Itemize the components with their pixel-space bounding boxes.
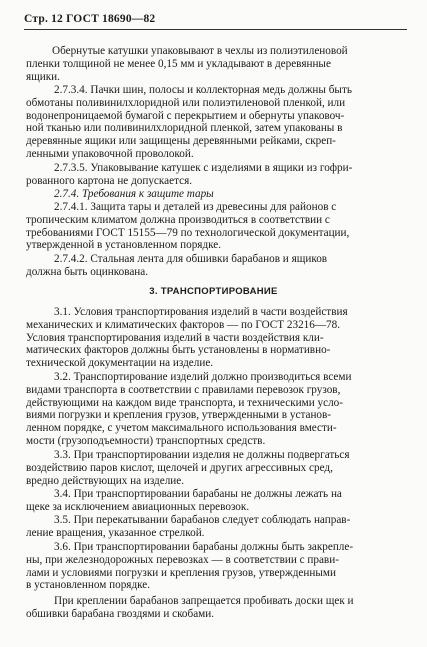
paragraph-2-7-4-1: 2.7.4.1. Защита тары и деталей из древесины для районов с тропическим климатом должна производиться в соответствии с требованиями ГОСТ 15155—79 по технологической документации, утвержденной в установленном порядке. bbox=[26, 201, 350, 252]
section-title: 3. ТРАНСПОРТИРОВАНИЕ bbox=[149, 286, 278, 297]
paragraph-fastening: При креплении барабанов запрещается пробивать доски щек и обшивки барабана гвоздями и скобами. bbox=[26, 595, 354, 620]
paragraph-2-7-3-4: 2.7.3.4. Пачки шин, полосы и коллекторная медь должны быть обмотаны поливинилхлоридной или полиэтиленовой пленкой, или водонепроницаемой бумагой с перекрытием и обернуты упаковоч- ной тканью или поливинилхлоридной пленкой, затем упакованы в деревянные ящики или защищены деревянными рейками, скреп- ленными упаковочной проволокой. bbox=[26, 84, 352, 160]
page-header: Стр. 12 ГОСТ 18690—82 bbox=[24, 13, 156, 25]
paragraph-2-7-4-heading: 2.7.4. Требования к защите тары bbox=[54, 188, 214, 200]
paragraph-3-3: 3.3. При транспортировании изделия не должны подвергаться воздействию паров кислот, щелочей и других агрессивных сред, вредно действующих на изделие. bbox=[26, 449, 350, 487]
header-rule bbox=[24, 29, 407, 30]
paragraph-3-6: 3.6. При транспортировании барабаны должны быть закрепле- ны, при железнодорожных перевозках — в соответствии с прави- лами и условиями погрузки и крепления грузов, утвержденными в установленном порядке. bbox=[26, 541, 354, 592]
paragraph-packing-coils: Обернутые катушки упаковывают в чехлы из полиэтиленовой пленки толщиной не менее 0,15 мм и укладывают в деревянные ящики. bbox=[26, 45, 348, 83]
paragraph-3-4: 3.4. При транспортировании барабаны не должны лежать на щеке за исключением авиационных перевозок. bbox=[26, 488, 342, 513]
paragraph-2-7-4-2: 2.7.4.2. Стальная лента для обшивки барабанов и ящиков должна быть оцинкована. bbox=[26, 253, 328, 278]
paragraph-3-1: 3.1. Условия транспортирования изделий в части воздействия механических и климатических факторов — по ГОСТ 23216—78. Условия транспортирования изделий в части воздействия кли- матических факторов должны быть установлены в нормативно- технической документации на изделие. bbox=[26, 306, 348, 370]
paragraph-3-2: 3.2. Транспортирование изделий должно производиться всеми видами транспорта в соответствии с правилами перевозок грузов, действующими на каждом виде транспорта, и техническими усло- виями погрузки и крепления грузов, утвержденными в установ- ленном порядке, с учетом максимального использования вмести- мости (грузоподъемности) транспортных средств. bbox=[26, 371, 352, 447]
paragraph-2-7-3-5: 2.7.3.5. Упаковывание катушек с изделиями в ящики из гофри- рованного картона не допускается. bbox=[26, 162, 353, 187]
paragraph-3-5: 3.5. При перекатывании барабанов следует соблюдать направ- ление вращения, указанное стрелкой. bbox=[26, 514, 351, 539]
